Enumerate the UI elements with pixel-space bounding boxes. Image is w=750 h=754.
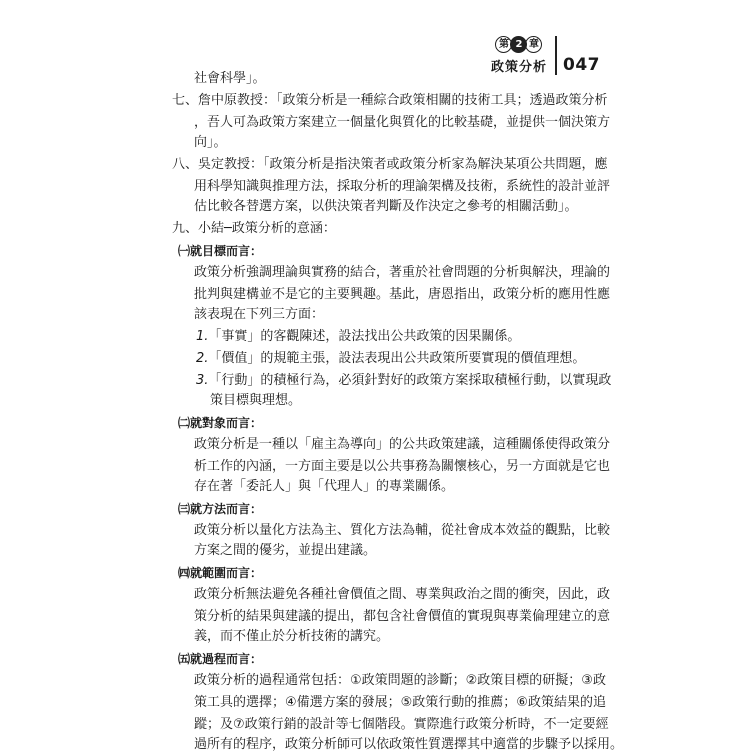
text-line: 政策分析無法避免各種社會價值之間、專業與政治之間的衝突，因此，政 — [194, 587, 611, 602]
text-line: 用科學知識與推理方法，採取分析的理論架構及技術，系統性的設計並評 — [194, 179, 611, 194]
sub-heading-process: ㈤就過程而言： — [178, 652, 263, 666]
text-line: 方案之間的優劣，並提出建議。 — [194, 543, 377, 558]
chapter-title: 政策分析 — [490, 60, 547, 75]
text-line: ，吾人可為政策方案建立一個量化與質化的比較基礎，並提供一個決策方 — [194, 115, 611, 130]
chapter-char-first: 第 — [495, 36, 512, 53]
text-line: 存在著「委託人」與「代理人」的專業關係。 — [194, 479, 455, 494]
text-line: 估比較各替選方案，以供決策者判斷及作決定之參考的相關活動」。 — [194, 199, 578, 214]
enum-item — [196, 350, 585, 368]
chapter-char-last: 章 — [525, 36, 542, 53]
sub-heading-method: ㈢就方法而言： — [178, 502, 263, 516]
list-item-8: 八、吳定教授：「政策分析是指決策者或政策分析家為解決某項公共問題，應 — [172, 157, 608, 172]
text-line: 策目標與理想。 — [210, 393, 302, 408]
text-line: 批判與建構並不是它的主要興趣。基此，唐恩指出，政策分析的應用性應 — [194, 287, 611, 302]
text-line: 析工作的內涵，一方面主要是以公共事務為關懷核心，另一方面就是它也 — [194, 459, 611, 474]
text-line: 政策分析強調理論與實務的結合，著重於社會問題的分析與解決，理論的 — [194, 265, 611, 280]
text-line: 策工具的選擇；④備選方案的發展；⑤政策行動的推薦；⑥政策結果的追 — [194, 695, 606, 710]
chapter-block — [491, 36, 547, 75]
enum-text: 「行動」的積極行為，必須針對好的政策方案採取積極行動，以實現政 — [208, 373, 612, 388]
header-divider — [555, 36, 557, 75]
text-line: 該表現在下列三方面： — [194, 307, 325, 322]
chapter-badge — [495, 36, 542, 53]
sub-heading-target: ㈡就對象而言： — [178, 416, 263, 430]
text-line: 政策分析以量化方法為主、質化方法為輔，從社會成本效益的觀點，比較 — [194, 523, 611, 538]
sub-heading-scope: ㈣就範圍而言： — [178, 566, 263, 580]
enum-item — [196, 328, 520, 346]
chapter-number: 2 — [510, 36, 527, 53]
text-line: 向」。 — [194, 135, 227, 150]
text-line: 政策分析的過程通常包括：①政策問題的診斷；②政策目標的研擬；③政 — [194, 673, 606, 688]
text-line: 蹤；及⑦政策行銷的設計等七個階段。實際進行政策分析時，不一定要經 — [194, 717, 609, 732]
page-header — [491, 36, 600, 75]
text-line: 社會科學」。 — [194, 71, 266, 86]
enum-number: 1. — [196, 329, 209, 344]
list-item-9: 九、小結─政策分析的意涵： — [172, 221, 336, 236]
enum-number: 2. — [196, 351, 209, 366]
text-line: 義，而不僅止於分析技術的講究。 — [194, 629, 390, 644]
enum-item — [196, 372, 611, 390]
enum-text: 「事實」的客觀陳述，設法找出公共政策的因果關係。 — [208, 329, 521, 344]
enum-number: 3. — [196, 373, 209, 388]
page-number: 047 — [563, 55, 600, 75]
text-line: 策分析的結果與建議的提出，都包含社會價值的實現與專業倫理建立的意 — [194, 609, 611, 624]
text-line: 過所有的程序，政策分析師可以依政策性質選擇其中適當的步驟予以採用。 — [194, 737, 624, 752]
sub-heading-goal: ㈠就目標而言： — [178, 244, 263, 258]
list-item-7: 七、詹中原教授：「政策分析是一種綜合政策相關的技術工具；透過政策分析 — [172, 93, 608, 108]
enum-text: 「價值」的規範主張，設法表現出公共政策所要實現的價值理想。 — [208, 351, 586, 366]
text-line: 政策分析是一種以「雇主為導向」的公共政策建議，這種關係使得政策分 — [194, 437, 611, 452]
